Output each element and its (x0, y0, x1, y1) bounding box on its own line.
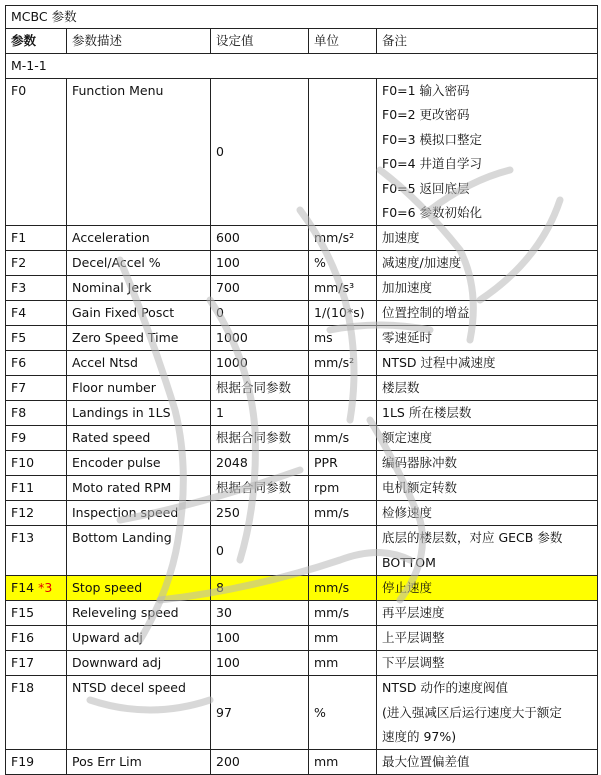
param-value: 0 (211, 526, 309, 576)
param-id: F17 (6, 651, 67, 676)
param-note: 上平层调整 (377, 626, 598, 651)
param-unit: mm (309, 651, 377, 676)
note-line: 底层的楼层数，对应 GECB 参数 (382, 530, 563, 546)
table-row (6, 426, 598, 451)
param-desc: NTSD decel speed (67, 676, 211, 750)
param-desc: Releveling speed (67, 601, 211, 626)
param-unit (309, 401, 377, 426)
param-value: 根据合同参数 (211, 426, 309, 451)
param-unit (309, 526, 377, 576)
param-value: 97 (211, 676, 309, 750)
param-id: F2 (6, 251, 67, 276)
param-value: 30 (211, 601, 309, 626)
param-desc: Moto rated RPM (67, 476, 211, 501)
param-desc: Stop speed (67, 576, 211, 601)
param-id: F7 (6, 376, 67, 401)
table-row (6, 601, 598, 626)
param-desc: Landings in 1LS (67, 401, 211, 426)
param-desc: Downward adj (67, 651, 211, 676)
table-row (6, 750, 598, 775)
header-note: 备注 (377, 29, 598, 54)
param-desc: Accel Ntsd (67, 351, 211, 376)
param-mark: *3 (38, 580, 53, 596)
param-unit: ms (309, 326, 377, 351)
param-note: 下平层调整 (377, 651, 598, 676)
param-id: F11 (6, 476, 67, 501)
note-line: F0=6 参数初始化 (382, 204, 483, 220)
param-unit: mm/s (309, 501, 377, 526)
param-note: 最大位置偏差值 (377, 750, 598, 775)
param-desc: Zero Speed Time (67, 326, 211, 351)
param-note (377, 79, 598, 226)
param-note: 1LS 所在楼层数 (377, 401, 598, 426)
table-caption-row (6, 6, 598, 29)
param-id: F9 (6, 426, 67, 451)
param-value: 1000 (211, 326, 309, 351)
param-id-text: F14 (11, 580, 35, 596)
table-row-f18 (6, 676, 598, 750)
param-desc: Floor number (67, 376, 211, 401)
table-row-highlighted (6, 576, 598, 601)
param-note: 额定速度 (377, 426, 598, 451)
param-value: 2048 (211, 451, 309, 476)
param-desc: Encoder pulse (67, 451, 211, 476)
param-note: NTSD 过程中减速度 (377, 351, 598, 376)
param-note: 停止速度 (377, 576, 598, 601)
note-line: F0=2 更改密码 (382, 107, 470, 123)
param-note: 电机额定转数 (377, 476, 598, 501)
param-value: 8 (211, 576, 309, 601)
table-row (6, 401, 598, 426)
table-row (6, 476, 598, 501)
param-unit: PPR (309, 451, 377, 476)
param-value: 1000 (211, 351, 309, 376)
param-unit: % (309, 251, 377, 276)
param-unit: 1/(10*s) (309, 301, 377, 326)
note-line: F0=3 模拟口整定 (382, 131, 483, 147)
note-line: F0=4 井道自学习 (382, 156, 483, 172)
param-note: 编码器脉冲数 (377, 451, 598, 476)
param-value: 根据合同参数 (211, 376, 309, 401)
param-note: 再平层速度 (377, 601, 598, 626)
table-caption: MCBC 参数 (6, 6, 598, 29)
note-line: BOTTOM (382, 554, 436, 570)
param-note (377, 676, 598, 750)
param-id (6, 576, 67, 601)
param-id: F3 (6, 276, 67, 301)
param-value: 0 (211, 301, 309, 326)
param-unit (309, 376, 377, 401)
param-unit (309, 79, 377, 226)
param-id: F0 (6, 79, 67, 226)
param-value: 700 (211, 276, 309, 301)
param-value: 1 (211, 401, 309, 426)
param-note: 加速度 (377, 226, 598, 251)
param-note (377, 526, 598, 576)
section-row (6, 54, 598, 79)
table-row (6, 326, 598, 351)
param-value: 根据合同参数 (211, 476, 309, 501)
header-unit: 单位 (309, 29, 377, 54)
param-value: 100 (211, 651, 309, 676)
param-note: 位置控制的增益 (377, 301, 598, 326)
param-unit: % (309, 676, 377, 750)
table-row (6, 226, 598, 251)
table-row (6, 451, 598, 476)
param-desc: Pos Err Lim (67, 750, 211, 775)
param-id: F12 (6, 501, 67, 526)
param-unit: mm/s² (309, 226, 377, 251)
table-row (6, 501, 598, 526)
param-desc: Rated speed (67, 426, 211, 451)
table-row (6, 276, 598, 301)
table-row (6, 651, 598, 676)
param-unit: mm/s (309, 576, 377, 601)
header-row (6, 29, 598, 54)
param-note: 加加速度 (377, 276, 598, 301)
param-id: F6 (6, 351, 67, 376)
section-label: M-1-1 (6, 54, 598, 79)
param-unit: mm/s (309, 601, 377, 626)
note-line: F0=5 返回底层 (382, 180, 470, 196)
param-value: 100 (211, 251, 309, 276)
header-desc: 参数描述 (67, 29, 211, 54)
param-unit: mm/s² (309, 351, 377, 376)
param-desc: Acceleration (67, 226, 211, 251)
table-row (6, 251, 598, 276)
param-value: 250 (211, 501, 309, 526)
header-param: 参数 (6, 29, 67, 54)
param-id: F13 (6, 526, 67, 576)
param-note: 零速延时 (377, 326, 598, 351)
param-unit: mm/s (309, 426, 377, 451)
note-line: F0=1 输入密码 (382, 83, 470, 98)
table-row (6, 301, 598, 326)
param-id: F15 (6, 601, 67, 626)
table-row (6, 351, 598, 376)
param-id: F1 (6, 226, 67, 251)
param-value: 100 (211, 626, 309, 651)
param-id: F5 (6, 326, 67, 351)
param-note: 检修速度 (377, 501, 598, 526)
param-id: F10 (6, 451, 67, 476)
param-id: F19 (6, 750, 67, 775)
param-desc: Bottom Landing (67, 526, 211, 576)
param-unit: mm (309, 626, 377, 651)
param-id: F16 (6, 626, 67, 651)
param-desc: Upward adj (67, 626, 211, 651)
table-row-f0 (6, 79, 598, 226)
param-id: F18 (6, 676, 67, 750)
param-desc: Nominal Jerk (67, 276, 211, 301)
param-desc: Function Menu (67, 79, 211, 226)
note-line: NTSD 动作的速度阀值 (382, 680, 509, 696)
param-value: 0 (211, 79, 309, 226)
param-value: 600 (211, 226, 309, 251)
param-note: 减速度/加速度 (377, 251, 598, 276)
note-line: 速度的 97%) (382, 728, 457, 744)
param-id: F4 (6, 301, 67, 326)
header-value: 设定值 (211, 29, 309, 54)
param-unit: rpm (309, 476, 377, 501)
param-desc: Inspection speed (67, 501, 211, 526)
note-line: (进入强减区后运行速度大于额定 (382, 704, 562, 720)
param-unit: mm/s³ (309, 276, 377, 301)
table-row-f13 (6, 526, 598, 576)
param-value: 200 (211, 750, 309, 775)
param-id: F8 (6, 401, 67, 426)
param-desc: Gain Fixed Posct (67, 301, 211, 326)
param-note: 楼层数 (377, 376, 598, 401)
param-unit: mm (309, 750, 377, 775)
param-desc: Decel/Accel % (67, 251, 211, 276)
mcbc-parameter-table (5, 5, 598, 775)
table-row (6, 626, 598, 651)
table-row (6, 376, 598, 401)
